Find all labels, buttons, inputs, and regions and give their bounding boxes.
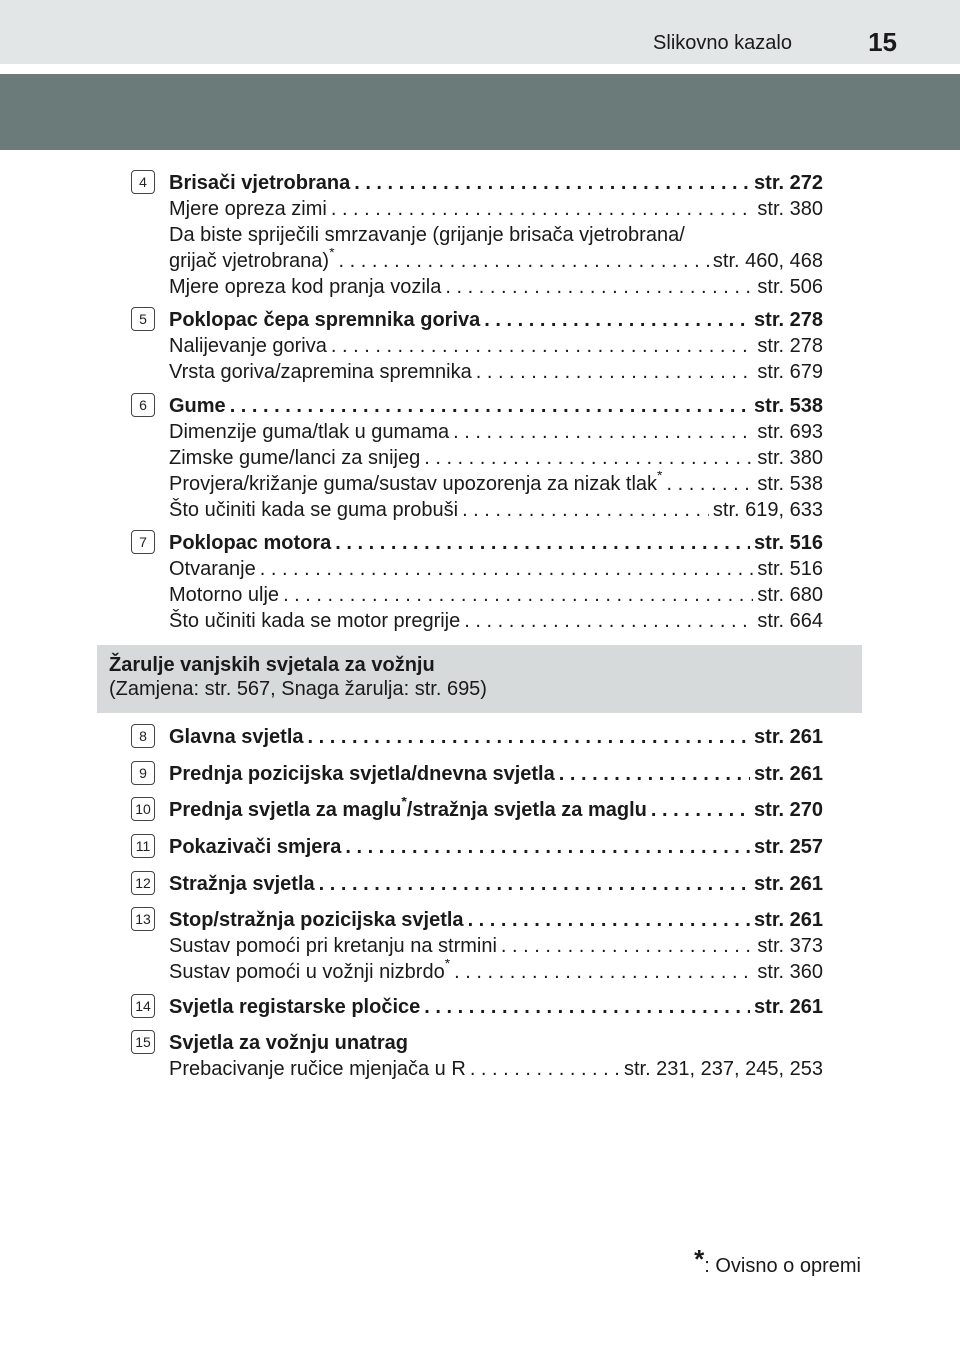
entry-label bbox=[169, 933, 497, 959]
page-reference-link[interactable]: str. 261 bbox=[754, 996, 823, 1018]
entry-label-text: Prednja svjetla za maglu bbox=[169, 799, 402, 821]
entry-label bbox=[169, 608, 460, 634]
entry-sub-row bbox=[169, 248, 823, 274]
entry-label bbox=[169, 834, 341, 860]
entry-label-text: Svjetla registarske pločice bbox=[169, 996, 421, 1018]
entry-label-text: Vrsta goriva/zapremina spremnika bbox=[169, 361, 472, 383]
entry-label-text: Nalijevanje goriva bbox=[169, 335, 327, 357]
entry-label-text: Dimenzije guma/tlak u gumama bbox=[169, 421, 450, 443]
footnote-star: * bbox=[694, 1244, 705, 1274]
entry-label bbox=[169, 582, 279, 608]
entry-text: Da biste spriječili smrzavanje (grijanje brisača vjetrobrana/ bbox=[169, 224, 685, 246]
entry-heading-row bbox=[169, 761, 823, 787]
dot-leader bbox=[335, 530, 750, 556]
page-number: 15 bbox=[868, 27, 897, 57]
page-reference-link[interactable]: str. 257 bbox=[754, 836, 823, 858]
dot-leader bbox=[424, 994, 750, 1020]
entry-sub-row bbox=[169, 445, 823, 471]
footnote bbox=[694, 1244, 861, 1279]
lights-section-title: Žarulje vanjskih svjetala za vožnju bbox=[109, 654, 435, 676]
entry-label-text: /stražnja svjetla za maglu bbox=[406, 799, 647, 821]
entry-label-text: Gume bbox=[169, 395, 226, 417]
dot-leader bbox=[484, 307, 750, 333]
page-reference-link[interactable]: str. 516 bbox=[757, 558, 823, 580]
entry-label bbox=[169, 871, 315, 897]
dot-leader bbox=[331, 333, 754, 359]
callout-number: 5 bbox=[131, 307, 155, 331]
entry-label bbox=[169, 471, 662, 497]
entry-label bbox=[169, 248, 335, 274]
page-reference-link[interactable]: str. 380 bbox=[757, 447, 823, 469]
page-reference-link[interactable]: str. 664 bbox=[757, 610, 823, 632]
entry-sub-row bbox=[169, 274, 823, 300]
callout-number: 12 bbox=[131, 871, 155, 895]
dot-leader bbox=[424, 445, 753, 471]
dot-leader bbox=[308, 724, 751, 750]
entry-heading-row bbox=[169, 307, 823, 333]
dot-leader bbox=[651, 797, 750, 823]
lights-section-box bbox=[97, 645, 862, 713]
optional-equipment-star: * bbox=[401, 797, 407, 810]
dot-leader bbox=[462, 497, 709, 523]
footnote-text: : Ovisno o opremi bbox=[704, 1255, 861, 1277]
entry-sub-row bbox=[169, 608, 823, 634]
entry-label bbox=[169, 994, 420, 1020]
entry-label bbox=[169, 761, 555, 787]
optional-equipment-star: * bbox=[657, 471, 663, 484]
page-reference-link[interactable]: str. 261 bbox=[754, 909, 823, 931]
dot-leader bbox=[319, 871, 750, 897]
dot-leader bbox=[331, 196, 754, 222]
entry-label-text: Brisači vjetrobrana bbox=[169, 172, 351, 194]
entry-label-text: Glavna svjetla bbox=[169, 726, 304, 748]
entry-heading-row bbox=[169, 393, 823, 419]
dot-leader bbox=[476, 359, 754, 385]
entry-text: Svjetla za vožnju unatrag bbox=[169, 1032, 408, 1054]
page-reference-link[interactable]: str. 261 bbox=[754, 726, 823, 748]
page-reference-link[interactable]: str. 278 bbox=[757, 335, 823, 357]
page-reference-link[interactable]: str. 680 bbox=[757, 584, 823, 606]
dot-leader bbox=[354, 170, 750, 196]
entry-sub-row bbox=[169, 471, 823, 497]
dot-leader bbox=[468, 907, 750, 933]
entry-sub-row bbox=[169, 359, 823, 385]
page-reference-link[interactable]: str. 231, 237, 245, 253 bbox=[623, 1058, 823, 1080]
entry-label bbox=[169, 530, 331, 556]
lights-section-subtitle: (Zamjena: str. 567, Snaga žarulja: str. 695) bbox=[109, 678, 487, 700]
entry-label-text: Sustav pomoći u vožnji nizbrdo bbox=[169, 961, 445, 983]
entry-sub-row bbox=[169, 1056, 823, 1082]
entry-label-text: Zimske gume/lanci za snijeg bbox=[169, 447, 421, 469]
dot-leader bbox=[453, 419, 753, 445]
entry-label bbox=[169, 307, 480, 333]
entry-label-text: Poklopac čepa spremnika goriva bbox=[169, 309, 481, 331]
callout-number: 4 bbox=[131, 170, 155, 194]
entry-label bbox=[169, 556, 256, 582]
page-reference-link[interactable]: str. 270 bbox=[754, 799, 823, 821]
entry-label-text: Poklopac motora bbox=[169, 532, 332, 554]
entry-heading-row bbox=[169, 170, 823, 196]
page-reference-link[interactable]: str. 693 bbox=[757, 421, 823, 443]
entry-label-text: Što učiniti kada se motor pregrije bbox=[169, 610, 461, 632]
entry-label-text: Što učiniti kada se guma probuši bbox=[169, 499, 459, 521]
entry-label-text: Otvaranje bbox=[169, 558, 256, 580]
dot-leader bbox=[260, 556, 754, 582]
callout-number: 9 bbox=[131, 761, 155, 785]
dot-leader bbox=[445, 274, 753, 300]
page-reference-link[interactable]: str. 460, 468 bbox=[712, 250, 823, 272]
entry-label-text: grijač vjetrobrana) bbox=[169, 250, 330, 272]
entry-label bbox=[169, 724, 304, 750]
dot-leader bbox=[230, 393, 750, 419]
page-header-bar bbox=[0, 0, 960, 64]
entry-sub-row bbox=[169, 582, 823, 608]
entry-label-text: Prednja pozicijska svjetla/dnevna svjetla bbox=[169, 763, 555, 785]
entry-sub-row bbox=[169, 959, 823, 985]
entry-label-text: Sustav pomoći pri kretanju na strmini bbox=[169, 935, 497, 957]
entry-label bbox=[169, 907, 464, 933]
entry-label bbox=[169, 170, 350, 196]
entry-label bbox=[169, 333, 327, 359]
dot-leader bbox=[559, 761, 750, 787]
entry-sub-row bbox=[169, 333, 823, 359]
page-reference-link[interactable]: str. 373 bbox=[757, 935, 823, 957]
callout-number: 13 bbox=[131, 907, 155, 931]
entry-label-text: Mjere opreza kod pranja vozila bbox=[169, 276, 442, 298]
entry-label-text: Prebacivanje ručice mjenjača u R bbox=[169, 1058, 466, 1080]
entry-heading-row bbox=[169, 871, 823, 897]
entry-label bbox=[169, 497, 458, 523]
dot-leader bbox=[283, 582, 753, 608]
section-title: Slikovno kazalo bbox=[653, 32, 792, 54]
optional-equipment-star: * bbox=[329, 248, 335, 261]
entry-heading-row bbox=[169, 907, 823, 933]
entry-sub-row bbox=[169, 497, 823, 523]
header-banner bbox=[0, 74, 960, 150]
dot-leader bbox=[345, 834, 750, 860]
page-reference-link[interactable]: str. 516 bbox=[754, 532, 823, 554]
entry-sub-row bbox=[169, 556, 823, 582]
entry-label bbox=[169, 959, 450, 985]
entry-label bbox=[169, 393, 226, 419]
entry-heading-row bbox=[169, 834, 823, 860]
page-reference-link[interactable]: str. 278 bbox=[754, 309, 823, 331]
entry-label bbox=[169, 274, 441, 300]
entry-heading-row bbox=[169, 724, 823, 750]
entry-sub-row bbox=[169, 419, 823, 445]
page-reference-link[interactable]: str. 360 bbox=[757, 961, 823, 983]
dot-leader bbox=[464, 608, 753, 634]
entry-label-text: Stop/stražnja pozicijska svjetla bbox=[169, 909, 464, 931]
entry-label bbox=[169, 359, 472, 385]
callout-number: 7 bbox=[131, 530, 155, 554]
page-reference-link[interactable]: str. 261 bbox=[754, 873, 823, 895]
callout-number: 15 bbox=[131, 1030, 155, 1054]
callout-number: 8 bbox=[131, 724, 155, 748]
page-reference-link[interactable]: str. 538 bbox=[754, 395, 823, 417]
entry-label-text: Motorno ulje bbox=[169, 584, 280, 606]
entry-heading-row bbox=[169, 797, 823, 823]
optional-equipment-star: * bbox=[444, 959, 451, 972]
entry-sub-row bbox=[169, 196, 823, 222]
page-reference-link[interactable]: str. 506 bbox=[757, 276, 823, 298]
entry-label bbox=[169, 445, 420, 471]
dot-leader bbox=[501, 933, 753, 959]
page-reference-link[interactable]: str. 261 bbox=[754, 763, 823, 785]
page-reference-link[interactable]: str. 380 bbox=[757, 198, 823, 220]
callout-number: 11 bbox=[131, 834, 155, 858]
entry-label-text: Mjere opreza zimi bbox=[169, 198, 327, 220]
entry-sub-row bbox=[169, 933, 823, 959]
page-reference-link[interactable]: str. 679 bbox=[757, 361, 823, 383]
entry-label-text: Stražnja svjetla bbox=[169, 873, 315, 895]
page-reference-link[interactable]: str. 272 bbox=[754, 172, 823, 194]
page-reference-link[interactable]: str. 538 bbox=[757, 473, 823, 495]
entry-heading-row bbox=[169, 530, 823, 556]
entry-heading-row bbox=[169, 994, 823, 1020]
dot-leader bbox=[470, 1056, 620, 1082]
entry-label bbox=[169, 196, 327, 222]
callout-number: 6 bbox=[131, 393, 155, 417]
dot-leader bbox=[339, 248, 709, 274]
page-reference-link[interactable]: str. 619, 633 bbox=[712, 499, 823, 521]
entry-label-text: Pokazivači smjera bbox=[169, 836, 342, 858]
entry-label bbox=[169, 1056, 466, 1082]
entry-label bbox=[169, 419, 449, 445]
dot-leader bbox=[666, 471, 753, 497]
dot-leader bbox=[454, 959, 753, 985]
callout-number: 14 bbox=[131, 994, 155, 1018]
entry-label bbox=[169, 797, 647, 823]
entry-label-text: Provjera/križanje guma/sustav upozorenja za nizak tlak bbox=[169, 473, 658, 495]
callout-number: 10 bbox=[131, 797, 155, 821]
